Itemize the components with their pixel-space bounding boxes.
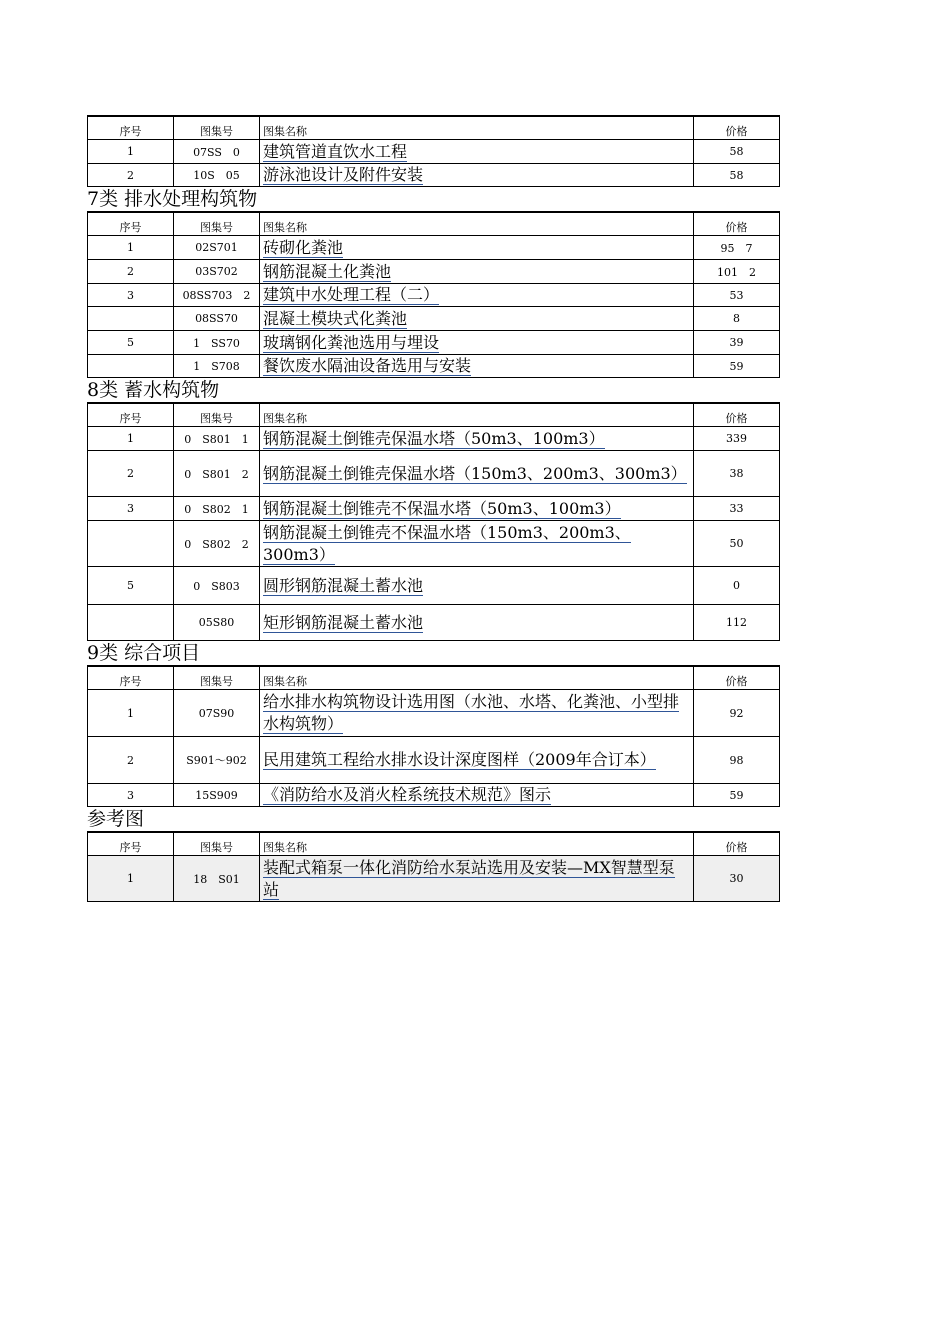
row-price: 59 [694, 784, 780, 807]
table-row [88, 521, 780, 567]
table-row [88, 140, 780, 164]
row-name[interactable] [260, 140, 694, 164]
row-seq: 1 [88, 427, 174, 451]
row-name[interactable] [260, 690, 694, 737]
row-price: 58 [694, 164, 780, 187]
table-row [88, 690, 780, 737]
table-row [88, 164, 780, 187]
table-row [88, 451, 780, 497]
row-name[interactable] [260, 737, 694, 784]
row-code: 1 S708 [174, 355, 260, 378]
row-name[interactable] [260, 355, 694, 378]
row-price: 58 [694, 140, 780, 164]
catalog-link[interactable]: 装配式箱泵一体化消防给水泵站选用及安装—MX智慧型泵站 [263, 857, 675, 899]
row-price: 92 [694, 690, 780, 737]
header-code: 图集号 [174, 116, 260, 140]
header-name: 图集名称 [260, 212, 694, 236]
header-seq: 序号 [88, 116, 174, 140]
row-seq: 1 [88, 236, 174, 260]
row-code: 02S701 [174, 236, 260, 260]
catalog-link[interactable]: 钢筋混凝土倒锥壳保温水塔（50m3、100m3） [263, 428, 605, 448]
row-name[interactable] [260, 567, 694, 605]
catalog-link[interactable]: 餐饮废水隔油设备选用与安装 [263, 356, 472, 375]
catalog-link[interactable]: 建筑中水处理工程（二） [263, 285, 440, 304]
row-seq: 1 [88, 690, 174, 737]
row-price: 339 [694, 427, 780, 451]
header-seq: 序号 [88, 666, 174, 690]
row-name[interactable] [260, 784, 694, 807]
catalog-link[interactable]: 钢筋混凝土倒锥壳不保温水塔（50m3、100m3） [263, 498, 621, 518]
header-price: 价格 [694, 666, 780, 690]
table-row [88, 307, 780, 331]
catalog-link[interactable]: 混凝土模块式化粪池 [263, 308, 408, 328]
catalog-sheet [87, 115, 779, 902]
row-seq [88, 521, 174, 567]
row-code: 10S 05 [174, 164, 260, 187]
row-seq: 5 [88, 567, 174, 605]
section-title: 8类 蓄水构筑物 [87, 379, 220, 401]
catalog-link[interactable]: 砖砌化粪池 [263, 237, 344, 257]
row-price: 50 [694, 521, 780, 567]
table-row [88, 355, 780, 378]
table-row [88, 856, 780, 902]
catalog-table [87, 831, 780, 902]
catalog-link[interactable]: 游泳池设计及附件安装 [263, 165, 424, 184]
row-code: 0 S803 [174, 567, 260, 605]
catalog-link[interactable]: 《消防给水及消火栓系统技术规范》图示 [263, 785, 552, 804]
row-code: 15S909 [174, 784, 260, 807]
row-price: 30 [694, 856, 780, 902]
header-code: 图集号 [174, 212, 260, 236]
row-seq: 3 [88, 784, 174, 807]
section-title: 参考图 [87, 808, 145, 830]
catalog-link[interactable]: 钢筋混凝土倒锥壳保温水塔（150m3、200m3、300m3） [263, 463, 687, 483]
row-code: 0 S801 2 [174, 451, 260, 497]
header-name: 图集名称 [260, 666, 694, 690]
row-name[interactable] [260, 260, 694, 284]
header-name: 图集名称 [260, 832, 694, 856]
row-price: 95 7 [694, 236, 780, 260]
header-code: 图集号 [174, 403, 260, 427]
table-row [88, 236, 780, 260]
header-price: 价格 [694, 212, 780, 236]
table-row [88, 567, 780, 605]
header-price: 价格 [694, 403, 780, 427]
catalog-table [87, 211, 780, 378]
row-name[interactable] [260, 451, 694, 497]
section-title: 7类 排水处理构筑物 [87, 188, 258, 210]
header-row [88, 212, 780, 236]
row-name[interactable] [260, 427, 694, 451]
row-code: 07S90 [174, 690, 260, 737]
row-code: 18 S01 [174, 856, 260, 902]
catalog-link[interactable]: 钢筋混凝土倒锥壳不保温水塔（150m3、200m3、300m3） [263, 522, 631, 564]
row-price: 101 2 [694, 260, 780, 284]
row-price: 8 [694, 307, 780, 331]
catalog-table [87, 665, 780, 807]
row-name[interactable] [260, 331, 694, 355]
row-name[interactable] [260, 856, 694, 902]
catalog-table [87, 402, 780, 641]
table-row [88, 737, 780, 784]
header-row [88, 403, 780, 427]
catalog-link[interactable]: 玻璃钢化粪池选用与埋设 [263, 332, 440, 352]
header-name: 图集名称 [260, 403, 694, 427]
row-seq [88, 307, 174, 331]
row-code: 03S702 [174, 260, 260, 284]
row-code: 07SS 0 [174, 140, 260, 164]
catalog-link[interactable]: 钢筋混凝土化粪池 [263, 261, 392, 281]
row-price: 112 [694, 605, 780, 641]
row-name[interactable] [260, 497, 694, 521]
header-seq: 序号 [88, 403, 174, 427]
header-name: 图集名称 [260, 116, 694, 140]
row-seq: 2 [88, 737, 174, 784]
row-price: 33 [694, 497, 780, 521]
table-row [88, 260, 780, 284]
row-seq: 2 [88, 451, 174, 497]
row-seq [88, 605, 174, 641]
row-seq: 2 [88, 164, 174, 187]
catalog-table [87, 115, 780, 187]
row-code: 05S80 [174, 605, 260, 641]
catalog-link[interactable]: 民用建筑工程给水排水设计深度图样（2009年合订本） [263, 750, 656, 769]
row-code: 08SS70 [174, 307, 260, 331]
header-seq: 序号 [88, 212, 174, 236]
row-name[interactable] [260, 236, 694, 260]
row-price: 38 [694, 451, 780, 497]
row-price: 98 [694, 737, 780, 784]
row-code: S901～902 [174, 737, 260, 784]
row-price: 53 [694, 284, 780, 307]
header-row [88, 116, 780, 140]
section-title: 9类 综合项目 [87, 642, 201, 664]
catalog-link[interactable]: 圆形钢筋混凝土蓄水池 [263, 575, 424, 595]
header-code: 图集号 [174, 666, 260, 690]
row-price: 59 [694, 355, 780, 378]
table-row [88, 784, 780, 807]
header-code: 图集号 [174, 832, 260, 856]
header-row [88, 666, 780, 690]
header-price: 价格 [694, 832, 780, 856]
row-seq: 1 [88, 140, 174, 164]
row-seq: 2 [88, 260, 174, 284]
row-seq [88, 355, 174, 378]
row-seq: 1 [88, 856, 174, 902]
table-row [88, 605, 780, 641]
row-name[interactable] [260, 164, 694, 187]
row-name[interactable] [260, 605, 694, 641]
table-row [88, 284, 780, 307]
row-price: 39 [694, 331, 780, 355]
header-price: 价格 [694, 116, 780, 140]
row-seq: 5 [88, 331, 174, 355]
header-seq: 序号 [88, 832, 174, 856]
row-code: 0 S802 1 [174, 497, 260, 521]
row-name[interactable] [260, 521, 694, 567]
table-row [88, 427, 780, 451]
header-row [88, 832, 780, 856]
table-row [88, 331, 780, 355]
row-name[interactable] [260, 307, 694, 331]
row-code: 0 S802 2 [174, 521, 260, 567]
row-seq: 3 [88, 284, 174, 307]
row-code: 08SS703 2 [174, 284, 260, 307]
table-row [88, 497, 780, 521]
row-name[interactable] [260, 284, 694, 307]
catalog-link[interactable]: 建筑管道直饮水工程 [263, 141, 408, 161]
catalog-link[interactable]: 矩形钢筋混凝土蓄水池 [263, 612, 424, 632]
row-seq: 3 [88, 497, 174, 521]
row-code: 1 SS70 [174, 331, 260, 355]
row-code: 0 S801 1 [174, 427, 260, 451]
catalog-link[interactable]: 给水排水构筑物设计选用图（水池、水塔、化粪池、小型排水构筑物） [263, 692, 680, 733]
row-price: 0 [694, 567, 780, 605]
